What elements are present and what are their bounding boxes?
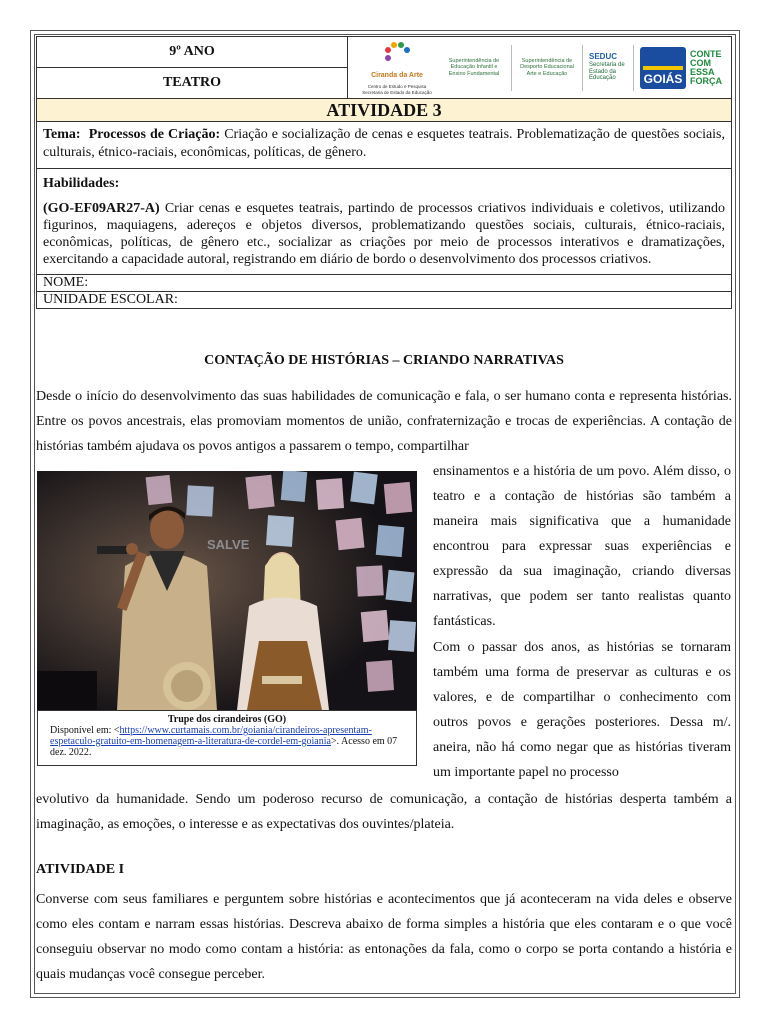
tema-label: Tema:: [43, 127, 81, 142]
caption-suffix: >. Acesso em 07 dez. 2022.: [50, 736, 398, 758]
tema-sublabel: Processos de Criação:: [88, 127, 221, 142]
body-right-paragraph-1: ensinamentos e a história de um povo. Além disso, o teatro e a contação de histórias são também a maneira mais significativa que a humanidade encontrou para expressar suas experiências e expressão da sua imaginação, criando diversas narrativas, que podem ser tanto realistas quanto fantásticas.: [433, 464, 731, 629]
ciranda-line1: Ciranda: [371, 72, 398, 80]
caption-title: Trupe dos cirandeiros (GO): [167, 714, 287, 725]
body-continuation: evolutivo da humanidade. Sendo um poderoso recurso de comunicação, a contação de histórias desperta também a imaginação, as emoções, o interesse e as expectativas dos ouvintes/plateia.: [36, 792, 732, 832]
tema-text: Criação e socialização de cenas e esquetes teatrais. Problematização de questões sociais, culturais, étnico-raciais, econômicas, políticas, de gênero.: [43, 127, 726, 160]
activity-header: [36, 36, 732, 309]
goias-label: GOIÁS: [643, 71, 683, 86]
habilidades-label: Habilidades:: [43, 176, 120, 191]
institution-logos: [348, 37, 731, 98]
ciranda-icon: [380, 40, 414, 68]
school-field[interactable]: UNIDADE ESCOLAR:: [36, 292, 732, 309]
habilidade-text: Criar cenas e esquetes teatrais, partindo de processos criativos individuais e coletivos, utilizando figurinos, maquiagens, adereços e objetos diversos, problematizando questões sociais, culturais, étnico-raciais, econômicas, políticas, de gênero etc., socializar as criações por meio de processos interativos e dramatizações, exercitando a capacidade autoral, registrando em diário de bordo o desenvolvimento dos processos criativos.: [43, 201, 725, 267]
name-field[interactable]: NOME:: [36, 275, 732, 292]
logo-separator: [511, 45, 512, 91]
intro-paragraph: Desde o início do desenvolvimento das suas habilidades de comunicação e fala, o ser humano conta e representa histórias. Entre os povos ancestrais, elas promoviam momentos de união, confraternização e trocas de experiências. A contação de histórias também ajudava os povos antigos a passarem o tempo, compartilhar: [36, 389, 732, 454]
header-left: [37, 37, 348, 98]
activity-title: ATIVIDADE 3: [36, 98, 732, 122]
habilidade-code: (GO-EF09AR27-A): [43, 201, 160, 216]
goias-flag-icon: [640, 47, 686, 89]
seduc-subtitle: Secretaria de Estado da Educação: [589, 62, 625, 82]
superintendencia-infantil: Superintendência de Educação Infantil e Ensino Fundamental: [448, 58, 500, 77]
salve-sign-text: SALVE: [207, 537, 250, 552]
atividade-1-title: ATIVIDADE I: [36, 862, 125, 877]
superintendencia-desporto: Superintendência de Desporto Educacional Arte e Educação: [520, 58, 574, 77]
cirandeiros-photo: [37, 471, 417, 710]
section-title: CONTAÇÃO DE HISTÓRIAS – CRIANDO NARRATIVAS: [204, 353, 564, 368]
subject-label: TEATRO: [162, 75, 222, 90]
conte-com-essa-forca: CONTE COM ESSA FORÇA: [690, 48, 722, 86]
habilidades-section: [36, 169, 732, 275]
ciranda-da-arte-logo: [357, 40, 437, 94]
body-right-paragraph-2: Com o passar dos anos, as histórias se tornaram também uma forma de preservar as culturas e os valores, e de compartilhar o conhecimento com outros povos e gerações posteriores. Dessa m/. aneira, não há como negar que as histórias tiveram um importante papel no processo: [433, 640, 731, 780]
goias-logo: [640, 47, 722, 89]
caption-prefix: Disponível em: <: [50, 725, 120, 736]
source-link[interactable]: https://www.curtamais.com.br/goiania/cirandeiros-apresentam-espetaculo-gratuito-em-homenagem-a-literatura-de-cordel-em-goiania: [50, 725, 372, 747]
grade-label: 9º ANO: [37, 37, 347, 68]
photo-caption: [37, 710, 417, 766]
logo-separator: [582, 45, 583, 91]
seduc-logo: [589, 53, 627, 82]
atividade-1-instructions: Converse com seus familiares e perguntem sobre histórias e acontecimentos que já aconteceram na vida deles e observe como eles contam e narram essas histórias. Descreva abaixo de forma simples a história que eles contaram e o que você conseguiu observar no modo como contam a história: as entonações da fala, como o corpo se porta contando a história e quais mudanças você consegue perceber.: [36, 892, 732, 982]
seduc-title: SEDUC: [589, 52, 618, 62]
tema-section: [36, 122, 732, 169]
theater-scene-image: [37, 471, 417, 710]
header-row: [36, 36, 732, 98]
ciranda-line2: da Arte: [399, 72, 423, 80]
logo-separator: [633, 45, 634, 91]
ciranda-subtitle: Centro de Estudo e Pesquisa Secretaria de Estado da Educação: [362, 84, 432, 95]
